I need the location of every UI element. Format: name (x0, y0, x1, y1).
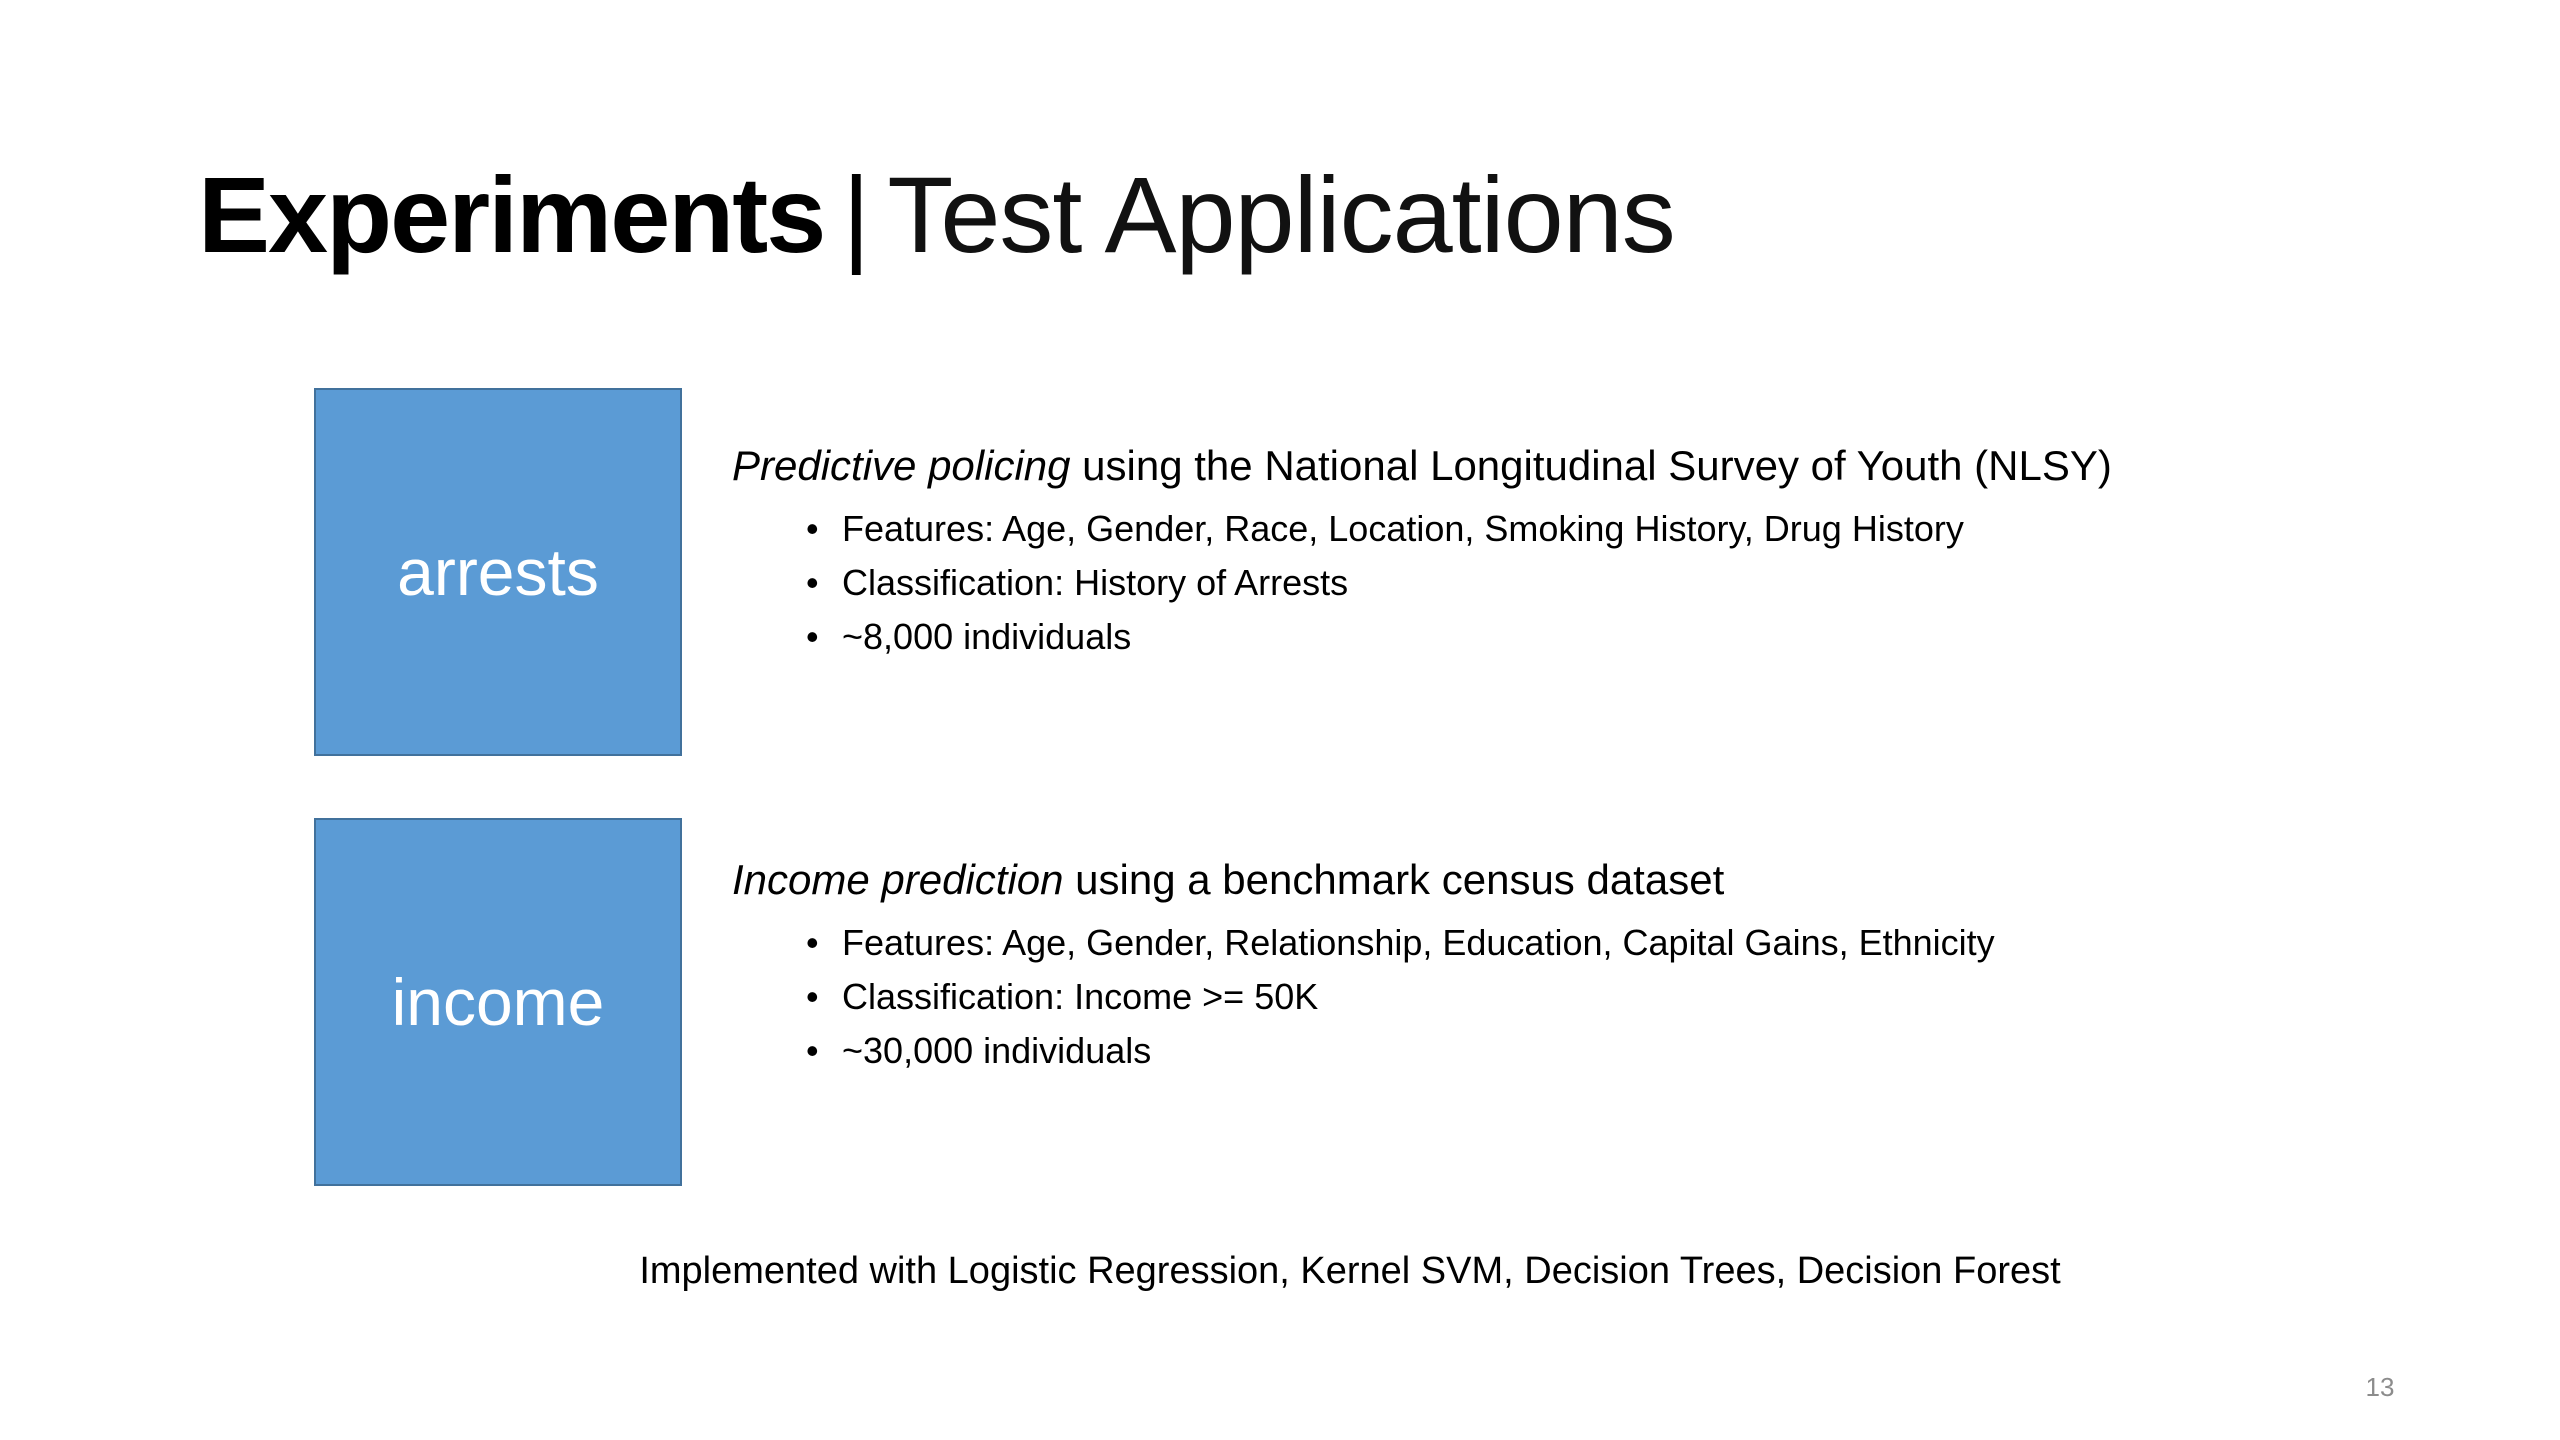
arrests-box (314, 388, 682, 756)
arrests-heading (732, 438, 2352, 494)
slide-title-subtitle: Test Applications (887, 154, 1675, 275)
slide-title-bold: Experiments (198, 154, 825, 275)
implementation-note: Implemented with Logistic Regression, Kernel SVM, Decision Trees, Decision Forest (639, 1250, 2061, 1292)
arrests-heading-rest: using the National Longitudinal Survey of Youth (NLSY) (1070, 442, 2112, 489)
income-bullet-list (732, 916, 2352, 1078)
bullet-item: • Classification: Income >= 50K (806, 970, 2352, 1024)
income-heading-rest: using a benchmark census dataset (1063, 856, 1725, 903)
bullet-item: • Features: Age, Gender, Relationship, Education, Capital Gains, Ethnicity (806, 916, 2352, 970)
income-heading-italic: Income prediction (732, 856, 1064, 903)
page-number: 13 (2365, 1372, 2395, 1402)
income-description (732, 852, 2352, 1078)
income-heading (732, 852, 2352, 908)
arrests-heading-italic: Predictive policing (732, 442, 1071, 489)
income-box (314, 818, 682, 1186)
bullet-item: • ~8,000 individuals (806, 610, 2352, 664)
arrests-bullet-list (732, 502, 2352, 664)
income-box-label: income (391, 965, 605, 1039)
slide-title (198, 150, 1675, 280)
bullet-item: • Features: Age, Gender, Race, Location, Smoking History, Drug History (806, 502, 2352, 556)
arrests-box-label: arrests (397, 535, 599, 609)
slide-title-separator: | (842, 154, 870, 275)
bullet-item: • ~30,000 individuals (806, 1024, 2352, 1078)
arrests-description (732, 438, 2352, 664)
bullet-item: • Classification: History of Arrests (806, 556, 2352, 610)
